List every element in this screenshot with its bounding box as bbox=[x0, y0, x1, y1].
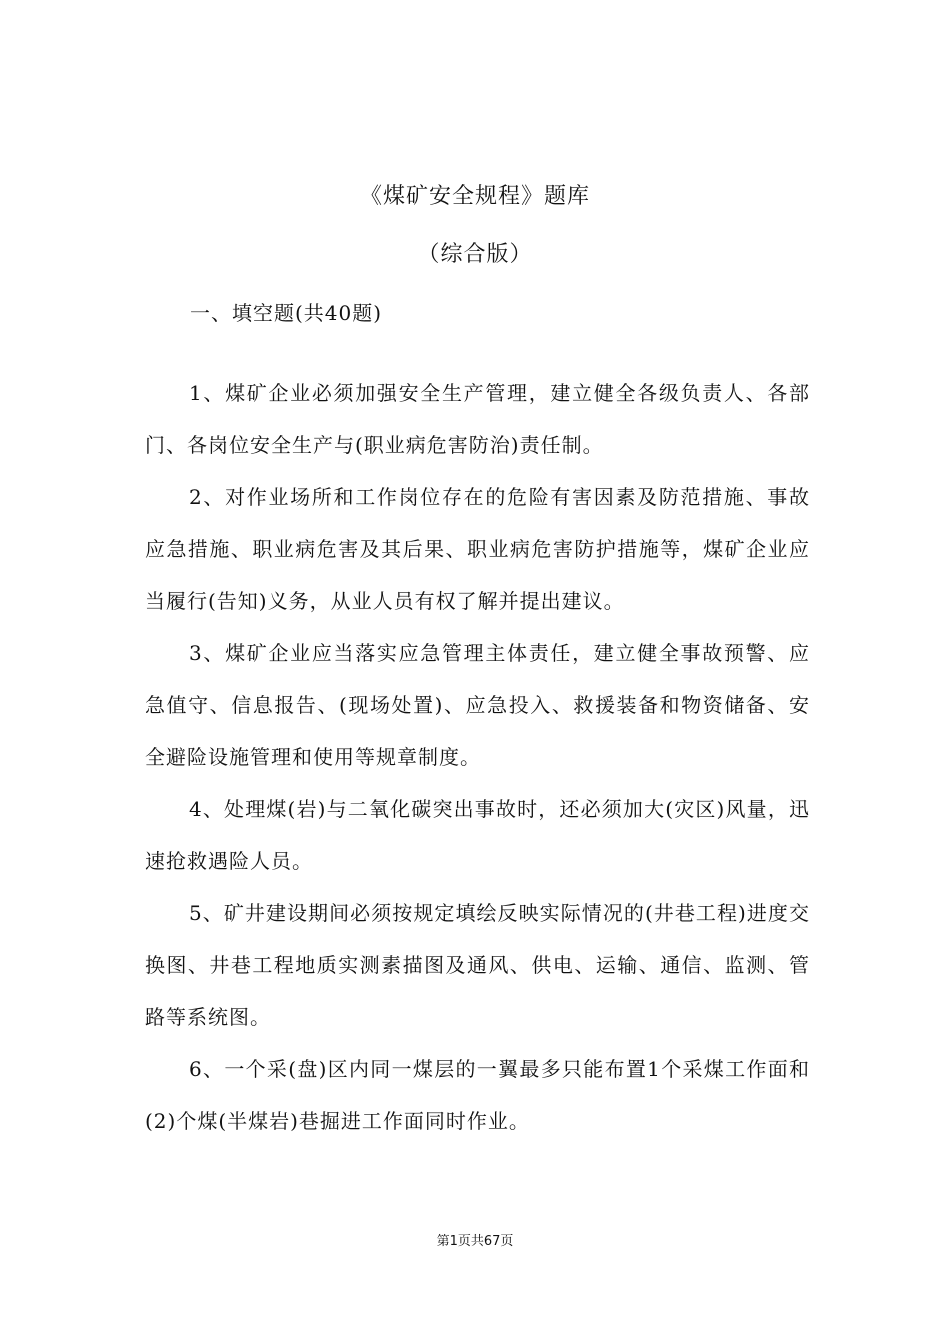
page-number-footer: 第1页共67页 bbox=[436, 1234, 514, 1249]
question-paragraph-3: 3、煤矿企业应当落实应急管理主体责任，建立健全事故预警、应急值守、信息报告、(现场处置)、应急投入、救援装备和物资储备、安全避险设施管理和使用等规章制度。 bbox=[145, 641, 810, 769]
question-paragraph-2: 2、对作业场所和工作岗位存在的危险有害因素及防范措施、事故应急措施、职业病危害及其后果、职业病危害防护措施等，煤矿企业应当履行(告知)义务，从业人员有权了解并提出建议。 bbox=[145, 485, 810, 613]
question-paragraph-5: 5、矿井建设期间必须按规定填绘反映实际情况的(井巷工程)进度交换图、井巷工程地质实测素描图及通风、供电、运输、通信、监测、管路等系统图。 bbox=[145, 901, 810, 1029]
question-paragraph-4: 4、处理煤(岩)与二氧化碳突出事故时，还必须加大(灾区)风量，迅速抢救遇险人员。 bbox=[145, 797, 810, 873]
document-title: 《煤矿安全规程》题库 bbox=[359, 184, 590, 209]
question-paragraph-1: 1、煤矿企业必须加强安全生产管理，建立健全各级负责人、各部门、各岗位安全生产与(职业病危害防治)责任制。 bbox=[145, 381, 810, 457]
document-subtitle: （综合版） bbox=[417, 242, 533, 267]
section-heading: 一、填空题(共40题) bbox=[190, 301, 383, 325]
question-paragraph-6: 6、一个采(盘)区内同一煤层的一翼最多只能布置1个采煤工作面和(2)个煤(半煤岩)巷掘进工作面同时作业。 bbox=[145, 1057, 810, 1133]
